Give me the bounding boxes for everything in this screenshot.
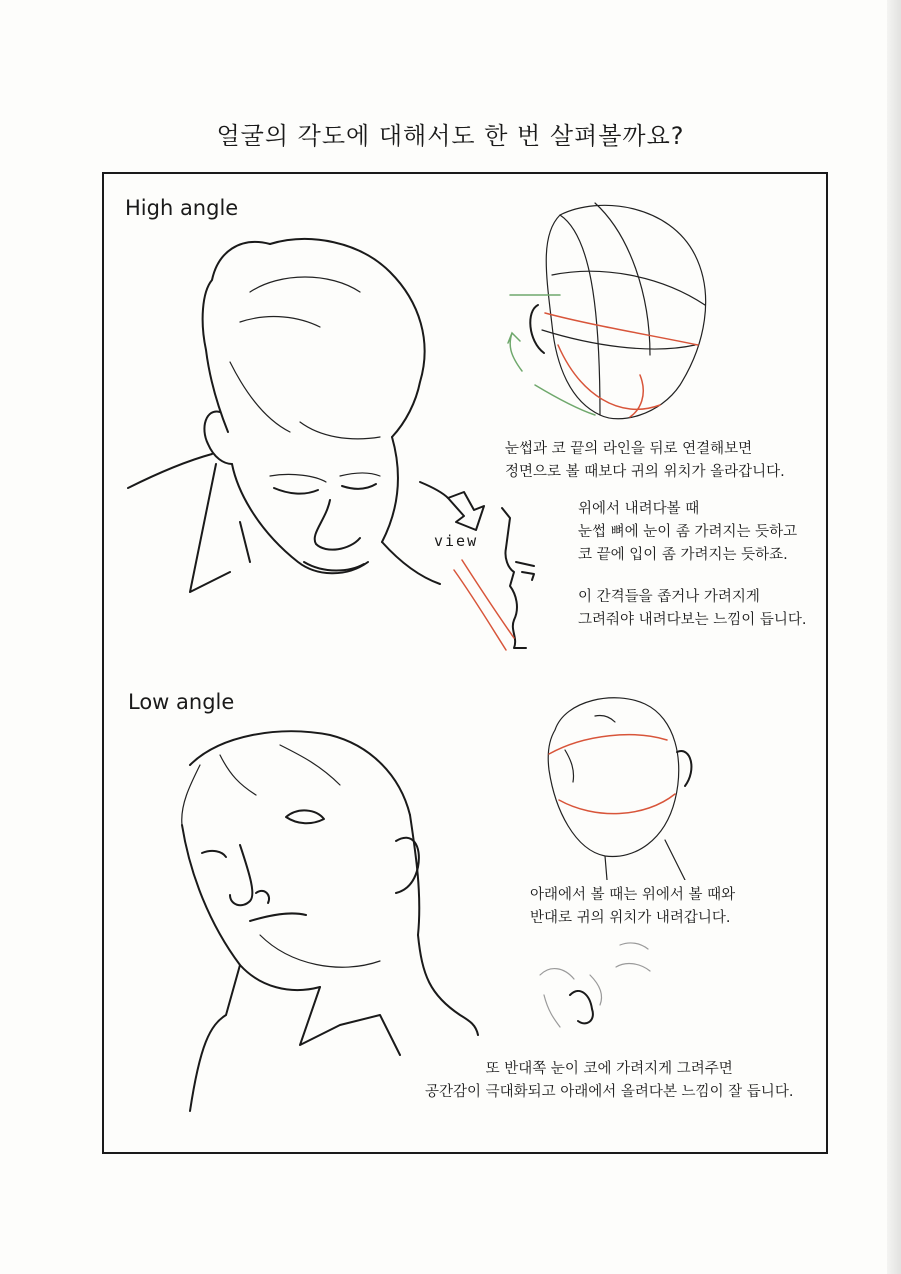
high-angle-head-construction (500, 195, 730, 435)
view-arrow-icon (448, 492, 484, 530)
page-title: 얼굴의 각도에 대해서도 한 번 살펴볼까요? (216, 122, 685, 150)
high-angle-note-spacing: 이 간격들을 좁거나 가려지게 그려줘야 내려다보는 느낌이 듭니다. (578, 589, 807, 628)
low-angle-label: Low angle (128, 690, 235, 714)
view-arrow-profile-diagram (430, 488, 570, 673)
low-angle-man-illustration (160, 725, 480, 1115)
high-angle-note-ear-position: 눈썹과 코 끝의 라인을 뒤로 연결해보면 정면으로 볼 때보다 귀의 위치가 올라갑니다. (505, 441, 785, 480)
high-angle-man-illustration (120, 232, 450, 602)
view-arrow-label: view (434, 532, 479, 550)
low-angle-note-space: 또 반대쪽 눈이 코에 가려지게 그려주면 공간감이 극대화되고 아래에서 올려다본 느낌이 잘 듭니다. (425, 1061, 794, 1100)
page-edge (887, 0, 901, 1274)
low-angle-nose-sketch (530, 935, 660, 1040)
high-angle-label: High angle (125, 196, 239, 220)
low-angle-head-construction (535, 690, 705, 880)
low-angle-note-ear-position: 아래에서 볼 때는 위에서 볼 때와 반대로 귀의 위치가 내려갑니다. (530, 887, 736, 926)
high-angle-note-covering: 위에서 내려다볼 때 눈썹 뼈에 눈이 좀 가려지는 듯하고 코 끝에 입이 좀 가려지는 듯하죠. (578, 501, 798, 563)
